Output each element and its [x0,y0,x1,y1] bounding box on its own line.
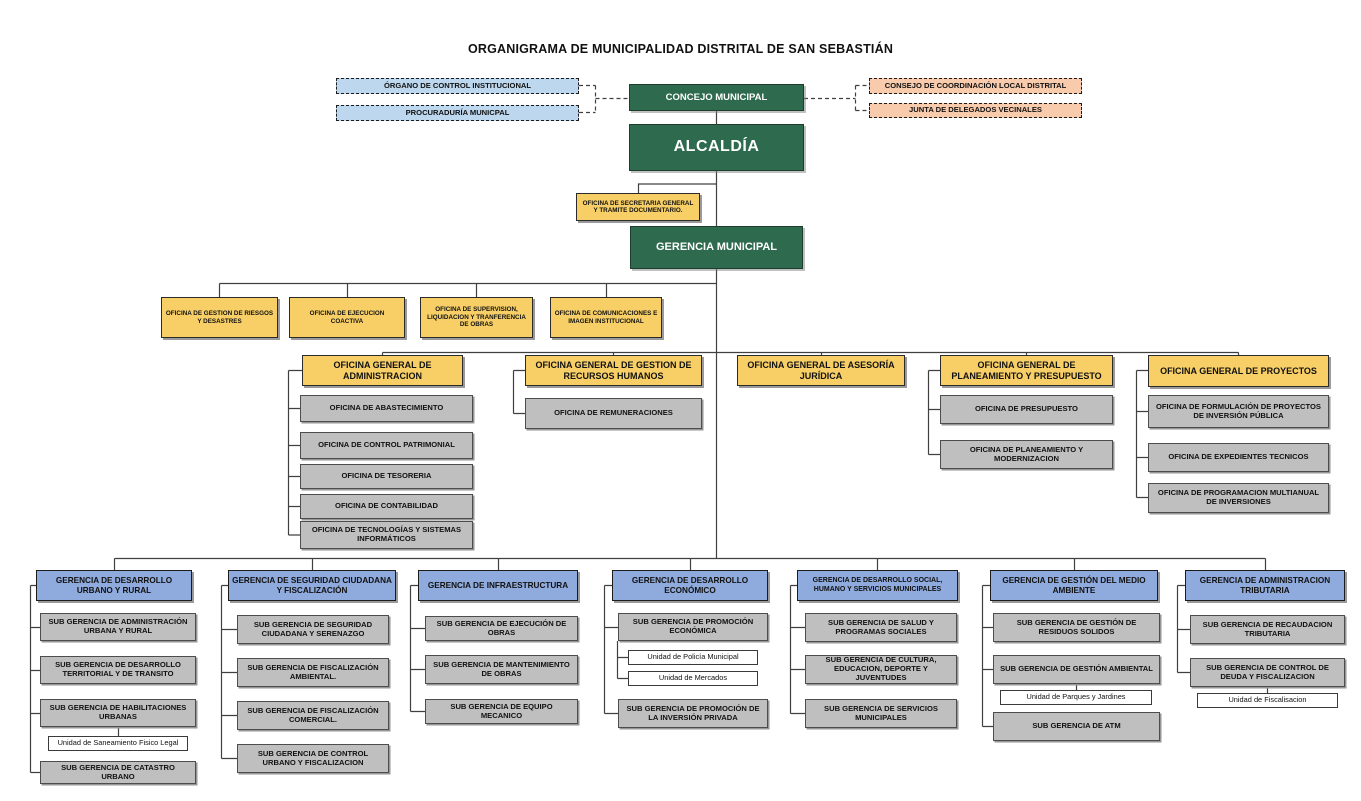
box-sg-desarrollo-territorial: SUB GERENCIA DE DESARROLLO TERRITORIAL Y DE TRANSITO [40,656,196,684]
box-gerencia-desarrollo-social: GERENCIA DE DESARROLLO SOCIAL, HUMANO Y SERVICIOS MUNICIPALES [797,570,958,601]
box-unidad-mercados: Unidad de Mercados [628,671,758,686]
box-sg-cultura-educacion: SUB GERENCIA DE CULTURA, EDUCACION, DEPORTE Y JUVENTUDES [805,655,957,684]
box-gerencia-infraestructura: GERENCIA DE INFRAESTRUCTURA [418,570,578,601]
box-consejo-coordinacion-local: CONSEJO DE COORDINACIÓN LOCAL DISTRITAL [869,78,1082,94]
box-sg-residuos-solidos: SUB GERENCIA DE GESTIÓN DE RESIDUOS SOLIDOS [993,613,1160,642]
box-gerencia-desarrollo-economico: GERENCIA DE DESARROLLO ECONÓMICO [612,570,768,601]
box-oficina-presupuesto: OFICINA DE PRESUPUESTO [940,395,1113,424]
box-oficina-ejecucion-coactiva: OFICINA DE EJECUCION COACTIVA [289,297,405,338]
box-sg-catastro-urbano: SUB GERENCIA DE CATASTRO URBANO [40,761,196,784]
box-oficina-gestion-riesgos: OFICINA DE GESTION DE RIESGOS Y DESASTRES [161,297,278,338]
box-sg-servicios-municipales: SUB GERENCIA DE SERVICIOS MUNICIPALES [805,699,957,728]
box-sg-seguridad-serenazgo: SUB GERENCIA DE SEGURIDAD CIUDADANA Y SERENAZGO [237,615,389,644]
box-oficina-control-patrimonial: OFICINA DE CONTROL PATRIMONIAL [300,432,473,459]
box-og-administracion: OFICINA GENERAL DE ADMINISTRACION [302,355,463,386]
box-gerencia-administracion-tributaria: GERENCIA DE ADMINISTRACION TRIBUTARIA [1185,570,1345,601]
box-sg-recaudacion-tributaria: SUB GERENCIA DE RECAUDACION TRIBUTARIA [1190,615,1345,644]
box-gerencia-seguridad-ciudadana: GERENCIA DE SEGURIDAD CIUDADANA Y FISCALIZACIÓN [228,570,396,601]
box-oficina-contabilidad: OFICINA DE CONTABILIDAD [300,494,473,519]
box-alcaldia: ALCALDÍA [629,124,804,171]
box-unidad-saneamiento: Unidad de Saneamiento Fisico Legal [48,736,188,751]
box-unidad-fiscalisacion: Unidad de Fiscalisacion [1197,693,1338,708]
box-sg-control-deuda: SUB GERENCIA DE CONTROL DE DEUDA Y FISCALIZACION [1190,658,1345,687]
box-sg-atm: SUB GERENCIA DE ATM [993,712,1160,741]
box-oficina-remuneraciones: OFICINA DE REMUNERACIONES [525,398,702,429]
box-sg-habilitaciones-urbanas: SUB GERENCIA DE HABILITACIONES URBANAS [40,699,196,727]
box-oficina-planeamiento-modernizacion: OFICINA DE PLANEAMIENTO Y MODERNIZACION [940,440,1113,469]
box-oficina-abastecimiento: OFICINA DE ABASTECIMIENTO [300,395,473,422]
box-gerencia-municipal: GERENCIA MUNICIPAL [630,226,803,269]
box-sg-promocion-inversion-privada: SUB GERENCIA DE PROMOCIÓN DE LA INVERSIÓN PRIVADA [618,699,768,728]
box-gerencia-desarrollo-urbano: GERENCIA DE DESARROLLO URBANO Y RURAL [36,570,192,601]
box-oficina-programacion-multianual: OFICINA DE PROGRAMACION MULTIANUAL DE INVERSIONES [1148,483,1329,513]
box-junta-delegados-vecinales: JUNTA DE DELEGADOS VECINALES [869,103,1082,118]
box-sg-fiscalizacion-comercial: SUB GERENCIA DE FISCALIZACIÓN COMERCIAL. [237,701,389,730]
box-unidad-parques-jardines: Unidad de Parques y Jardines [1000,690,1152,705]
box-sg-equipo-mecanico: SUB GERENCIA DE EQUIPO MECANICO [425,699,578,724]
box-procuraduria-municipal: PROCURADURÍA MUNICPAL [336,105,579,121]
box-oficina-expedientes-tecnicos: OFICINA DE EXPEDIENTES TECNICOS [1148,443,1329,472]
box-sg-administracion-urbana: SUB GERENCIA DE ADMINISTRACIÓN URBANA Y RURAL [40,613,196,641]
box-unidad-policia-municipal: Unidad de Policía Municipal [628,650,758,665]
box-sg-control-urbano: SUB GERENCIA DE CONTROL URBANO Y FISCALIZACION [237,744,389,773]
box-sg-ejecucion-obras: SUB GERENCIA DE EJECUCIÓN DE OBRAS [425,616,578,641]
box-sg-mantenimiento-obras: SUB GERENCIA DE MANTENIMIENTO DE OBRAS [425,655,578,684]
box-sg-promocion-economica: SUB GERENCIA DE PROMOCIÓN ECONÓMICA [618,613,768,641]
box-organo-de-control-institucional: ÓRGANO DE CONTROL INSTITUCIONAL [336,78,579,94]
box-secretaria-general: OFICINA DE SECRETARIA GENERAL Y TRAMITE DOCUMENTARIO. [576,193,700,221]
box-concejo-municipal: CONCEJO MUNICIPAL [629,84,804,111]
box-sg-salud-programas-sociales: SUB GERENCIA DE SALUD Y PROGRAMAS SOCIALES [805,613,957,642]
box-oficina-tecnologias: OFICINA DE TECNOLOGÍAS Y SISTEMAS INFORMÁTICOS [300,521,473,549]
box-og-planeamiento-presupuesto: OFICINA GENERAL DE PLANEAMIENTO Y PRESUPUESTO [940,355,1113,386]
box-oficina-tesoreria: OFICINA DE TESORERIA [300,464,473,489]
box-oficina-supervision-obras: OFICINA DE SUPERVISION, LIQUIDACION Y TRANFERENCIA DE OBRAS [420,297,533,338]
box-og-asesoria-juridica: OFICINA GENERAL DE ASESORÍA JURÍDICA [737,355,905,386]
box-og-recursos-humanos: OFICINA GENERAL DE GESTION DE RECURSOS HUMANOS [525,355,702,386]
box-sg-gestion-ambiental: SUB GERENCIA DE GESTIÓN AMBIENTAL [993,655,1160,684]
box-oficina-formulacion-proyectos: OFICINA DE FORMULACIÓN DE PROYECTOS DE INVERSIÓN PÚBLICA [1148,395,1329,428]
box-og-proyectos: OFICINA GENERAL DE PROYECTOS [1148,355,1329,387]
chart-title: ORGANIGRAMA DE MUNICIPALIDAD DISTRITAL DE SAN SEBASTIÁN [467,42,894,56]
box-gerencia-medio-ambiente: GERENCIA DE GESTIÓN DEL MEDIO AMBIENTE [990,570,1158,601]
box-sg-fiscalizacion-ambiental: SUB GERENCIA DE FISCALIZACIÓN AMBIENTAL. [237,658,389,687]
box-oficina-comunicaciones: OFICINA DE COMUNICACIONES E IMAGEN INSTITUCIONAL [550,297,662,338]
